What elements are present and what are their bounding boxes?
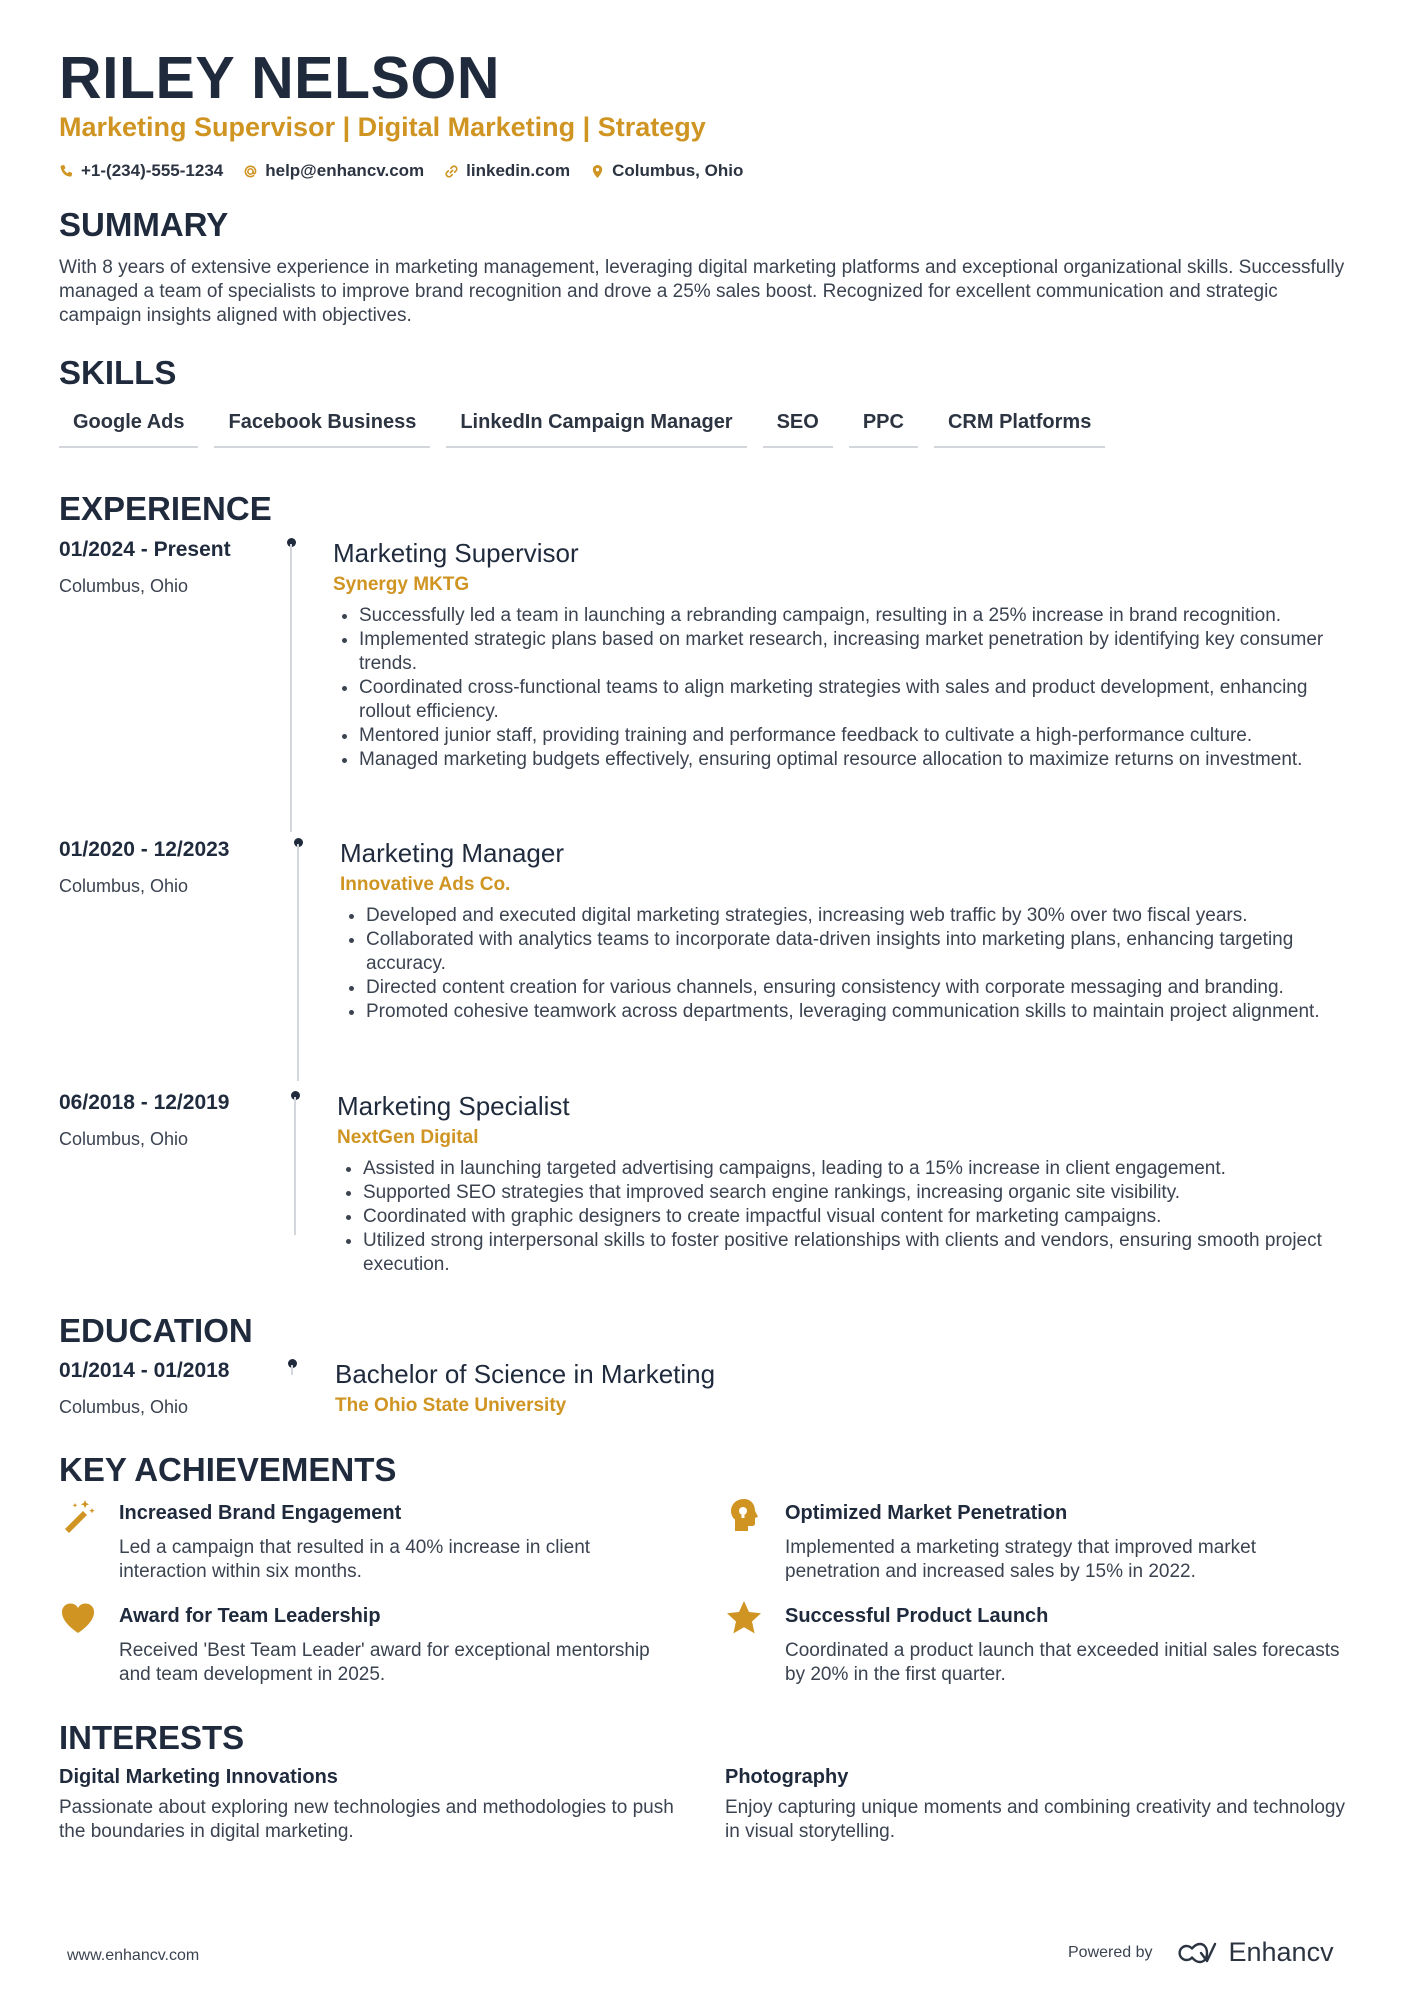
footer-website[interactable]: www.enhancv.com <box>67 1947 200 1964</box>
summary-text: With 8 years of extensive experience in marketing management, leveraging digital marketing platforms and exceptional organizational skills. Successfully managed a team of specialists to improve brand recognition and drove a 25% sales boost. Recognized for excellent communication and strategic campaign insights aligned with objectives. <box>59 257 1345 326</box>
contact-location-text: Columbus, Ohio <box>612 161 744 180</box>
education-school: The Ohio State University <box>335 1395 567 1416</box>
interest-item <box>725 1766 1365 1844</box>
experience-bullet: • Managed marketing budgets effectively, ensuring optimal resource allocation to maximize returns on investment. <box>359 748 1359 772</box>
at-sign-icon <box>243 164 258 179</box>
brand-logo <box>1173 1937 1334 1968</box>
skill-tag: CRM Platforms <box>934 408 1105 448</box>
experience-bullet: • Developed and executed digital marketing strategies, increasing web traffic by 30% over two fiscal years. <box>366 904 1359 928</box>
experience-company: Synergy MKTG <box>333 574 470 595</box>
experience-role: Marketing Supervisor <box>333 538 579 568</box>
achievements-heading: KEY ACHIEVEMENTS <box>59 1451 397 1488</box>
contact-phone[interactable] <box>59 161 223 181</box>
timeline-line <box>291 1365 293 1375</box>
heart-icon <box>59 1599 97 1637</box>
achievement-title: Increased Brand Engagement <box>119 1502 402 1524</box>
experience-bullet: • Implemented strategic plans based on market research, increasing market penetration by identifying key consumer trends. <box>359 628 1359 676</box>
experience-location: Columbus, Ohio <box>59 876 189 896</box>
experience-location: Columbus, Ohio <box>59 1129 189 1149</box>
interest-item <box>59 1766 699 1844</box>
candidate-headline: Marketing Supervisor | Digital Marketing | Strategy <box>59 112 706 142</box>
experience-details <box>340 838 1359 1024</box>
experience-details <box>333 538 1359 772</box>
star-icon <box>725 1599 763 1637</box>
link-icon <box>444 164 459 179</box>
experience-company: Innovative Ads Co. <box>340 874 511 895</box>
achievement-text: Implemented a marketing strategy that improved market penetration and increased sales by 15% in 2022. <box>785 1537 1256 1582</box>
experience-bullets <box>333 604 1359 772</box>
experience-meta <box>59 838 289 897</box>
experience-bullet: • Assisted in launching targeted advertising campaigns, leading to a 15% increase in client engagement. <box>363 1157 1359 1181</box>
contact-bar <box>59 161 743 181</box>
map-pin-icon <box>590 164 605 179</box>
education-degree: Bachelor of Science in Marketing <box>335 1359 716 1389</box>
experience-meta <box>59 1091 289 1150</box>
phone-icon <box>59 164 74 179</box>
interests-heading: INTERESTS <box>59 1719 245 1756</box>
achievement-title: Optimized Market Penetration <box>785 1502 1068 1524</box>
achievement-title: Award for Team Leadership <box>119 1605 381 1627</box>
skills-list <box>59 408 1105 448</box>
contact-email[interactable] <box>243 161 424 181</box>
interest-title: Digital Marketing Innovations <box>59 1766 338 1788</box>
experience-bullet: • Directed content creation for various channels, ensuring consistency with corporate messaging and branding. <box>366 976 1359 1000</box>
interest-title: Photography <box>725 1766 849 1788</box>
experience-location: Columbus, Ohio <box>59 576 189 596</box>
contact-phone-text: +1-(234)-555-1234 <box>81 161 224 180</box>
skill-tag: PPC <box>849 408 918 448</box>
head-idea-icon <box>725 1496 763 1534</box>
experience-bullet: • Collaborated with analytics teams to incorporate data-driven insights into marketing plans, enhancing targeting accuracy. <box>366 928 1359 976</box>
skills-heading: SKILLS <box>59 354 177 391</box>
experience-bullets <box>340 904 1359 1024</box>
experience-bullet: • Coordinated with graphic designers to create impactful visual content for marketing campaigns. <box>363 1205 1359 1229</box>
timeline-line <box>290 544 292 832</box>
education-location: Columbus, Ohio <box>59 1397 189 1417</box>
experience-role: Marketing Specialist <box>337 1091 570 1121</box>
education-details <box>335 1359 1359 1417</box>
achievement-text: Coordinated a product launch that exceeded initial sales forecasts by 20% in the first quarter. <box>785 1640 1340 1685</box>
experience-bullets <box>337 1157 1359 1277</box>
experience-bullet: • Successfully led a team in launching a rebranding campaign, resulting in a 25% increase in brand recognition. <box>359 604 1359 628</box>
brand-name: Enhancv <box>1228 1937 1334 1967</box>
experience-bullet: • Supported SEO strategies that improved search engine rankings, increasing organic site visibility. <box>363 1181 1359 1205</box>
interest-text: Enjoy capturing unique moments and combining creativity and technology in visual storytelling. <box>725 1797 1345 1842</box>
skill-tag: Facebook Business <box>214 408 430 448</box>
skill-tag: LinkedIn Campaign Manager <box>446 408 746 448</box>
experience-dates: 06/2018 - 12/2019 <box>59 1091 230 1114</box>
candidate-name: RILEY NELSON <box>59 45 500 111</box>
contact-email-text: help@enhancv.com <box>265 161 425 180</box>
experience-bullet: • Coordinated cross-functional teams to align marketing strategies with sales and product development, enhancing rollout efficiency. <box>359 676 1359 724</box>
experience-bullet: • Utilized strong interpersonal skills to foster positive relationships with clients and vendors, ensuring smooth project execution. <box>363 1229 1359 1277</box>
achievement-title: Successful Product Launch <box>785 1605 1049 1627</box>
experience-company: NextGen Digital <box>337 1127 479 1148</box>
timeline-line <box>294 1097 296 1235</box>
contact-location <box>590 161 743 181</box>
experience-bullet: • Promoted cohesive teamwork across departments, leveraging communication skills to maintain project alignment. <box>366 1000 1359 1024</box>
experience-details <box>337 1091 1359 1277</box>
education-meta <box>59 1359 289 1418</box>
skill-tag: Google Ads <box>59 408 198 448</box>
education-dates: 01/2014 - 01/2018 <box>59 1359 230 1382</box>
experience-meta <box>59 538 289 597</box>
enhancv-logo-icon <box>1173 1940 1221 1966</box>
interest-text: Passionate about exploring new technologies and methodologies to push the boundaries in digital marketing. <box>59 1797 674 1842</box>
timeline-line <box>297 844 299 1081</box>
experience-dates: 01/2024 - Present <box>59 538 231 561</box>
contact-linkedin[interactable] <box>444 161 570 181</box>
experience-heading: EXPERIENCE <box>59 490 272 527</box>
experience-dates: 01/2020 - 12/2023 <box>59 838 230 861</box>
summary-heading: SUMMARY <box>59 206 229 243</box>
contact-linkedin-text: linkedin.com <box>466 161 571 180</box>
education-heading: EDUCATION <box>59 1312 253 1349</box>
powered-by-text: Powered by <box>1068 1943 1153 1961</box>
achievement-text: Received 'Best Team Leader' award for exceptional mentorship and team development in 2025. <box>119 1640 650 1685</box>
magic-wand-icon <box>59 1496 97 1534</box>
experience-role: Marketing Manager <box>340 838 564 868</box>
experience-bullet: • Mentored junior staff, providing training and performance feedback to cultivate a high-performance culture. <box>359 724 1359 748</box>
footer-branding[interactable] <box>1068 1937 1334 1968</box>
skill-tag: SEO <box>763 408 833 448</box>
achievement-text: Led a campaign that resulted in a 40% increase in client interaction within six months. <box>119 1537 591 1582</box>
